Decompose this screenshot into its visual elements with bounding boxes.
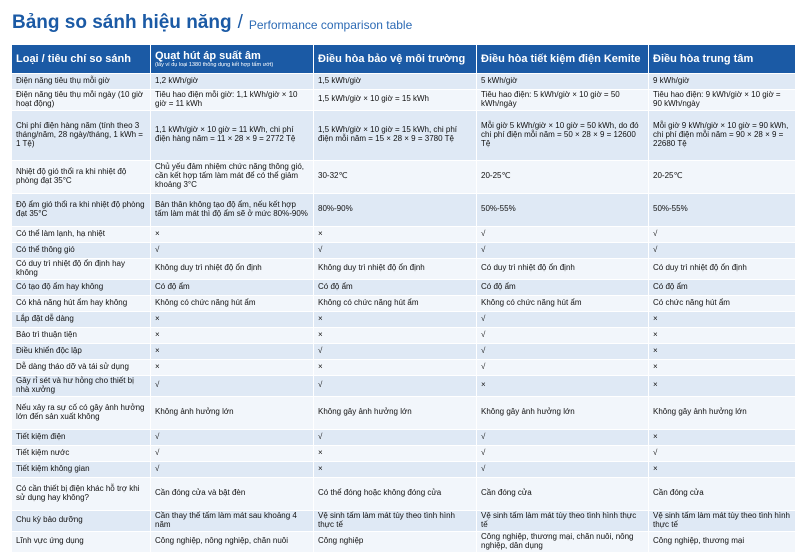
table-cell: √ [477,445,649,461]
table-cell: × [649,327,796,343]
table-cell: Vệ sinh tấm làm mát tùy theo tình hình thực tế [314,510,477,531]
table-row [12,242,796,258]
criteria-cell: Lĩnh vực ứng dụng [12,531,151,552]
table-cell: Không gây ảnh hưởng lớn [314,396,477,429]
table-cell: √ [151,375,314,396]
table-row [12,359,796,375]
table-cell: √ [477,311,649,327]
table-row [12,327,796,343]
table-cell: √ [477,343,649,359]
table-cell: 1,5 kWh/giờ × 10 giờ = 15 kWh, chi phí điện mỗi năm = 15 × 28 × 9 = 3780 Tệ [314,110,477,160]
criteria-cell: Tiết kiệm không gian [12,461,151,477]
table-cell: × [649,375,796,396]
table-row [12,531,796,552]
table-cell: × [649,359,796,375]
table-cell: √ [151,461,314,477]
criteria-cell: Có cần thiết bị điện khác hỗ trợ khi sử dụng hay không? [12,477,151,510]
table-cell: × [477,375,649,396]
table-cell: √ [151,429,314,445]
table-cell: 30-32℃ [314,160,477,193]
page-title [0,0,800,34]
table-cell: √ [314,242,477,258]
table-cell: 5 kWh/giờ [477,74,649,90]
table-cell: Vệ sinh tấm làm mát tùy theo tình hình thực tế [649,510,796,531]
table-cell: √ [314,429,477,445]
table-cell: Có duy trì nhiệt độ ổn định [477,258,649,279]
table-cell: × [649,429,796,445]
table-row [12,74,796,90]
table-cell: Tiêu hao điện: 9 kWh/giờ × 10 giờ = 90 kWh/ngày [649,90,796,111]
table-cell: Cần đóng cửa [649,477,796,510]
table-cell: 9 kWh/giờ [649,74,796,90]
criteria-cell: Dễ dàng tháo dỡ và tái sử dụng [12,359,151,375]
table-row [12,343,796,359]
table-cell: √ [314,343,477,359]
criteria-cell: Điện năng tiêu thụ mỗi ngày (10 giờ hoạt động) [12,90,151,111]
table-cell: × [314,226,477,242]
table-row [12,226,796,242]
criteria-cell: Tiết kiệm nước [12,445,151,461]
table-cell: Có độ ẩm [649,279,796,295]
table-cell: Không duy trì nhiệt độ ổn định [314,258,477,279]
table-cell: Chủ yếu đảm nhiệm chức năng thông gió, cần kết hợp tấm làm mát để có thể giảm khoảng 3°C [151,160,314,193]
table-cell: 1,5 kWh/giờ × 10 giờ = 15 kWh [314,90,477,111]
table-cell: Công nghiệp, thương mại [649,531,796,552]
comparison-table [11,44,796,553]
table-cell: × [314,445,477,461]
table-row [12,396,796,429]
criteria-cell: Độ ẩm gió thổi ra khi nhiệt độ phòng đạt 35°C [12,193,151,226]
table-row [12,258,796,279]
table-row [12,477,796,510]
title-separator: / [237,12,243,33]
table-cell: 50%-55% [649,193,796,226]
table-cell: √ [477,429,649,445]
table-cell: Cần thay thế tấm làm mát sau khoảng 4 năm [151,510,314,531]
table-cell: Có chức năng hút ẩm [649,295,796,311]
table-row [12,193,796,226]
table-cell: Bản thân không tạo độ ẩm, nếu kết hợp tấm làm mát thì độ ẩm sẽ ở mức 80%-90% [151,193,314,226]
table-cell: √ [477,226,649,242]
header-central-ac: Điều hòa trung tâm [649,45,796,74]
criteria-cell: Có thể thông gió [12,242,151,258]
table-cell: Không có chức năng hút ẩm [314,295,477,311]
table-cell: Tiêu hao điện mỗi giờ: 1,1 kWh/giờ × 10 giờ = 11 kWh [151,90,314,111]
table-cell: × [151,343,314,359]
table-cell: Có thể đóng hoặc không đóng cửa [314,477,477,510]
table-row [12,510,796,531]
header-negative-pressure-fan: Quạt hút áp suất âm (lấy ví dụ loại 1380 thông dụng kết hợp tấm ướt) [151,45,314,74]
header-eco-ac: Điều hòa bảo vệ môi trường [314,45,477,74]
table-row [12,429,796,445]
table-cell: Mỗi giờ 9 kWh/giờ × 10 giờ = 90 kWh, chi phí điện mỗi năm = 90 × 28 × 9 = 22680 Tệ [649,110,796,160]
criteria-cell: Chi phí điện hàng năm (tính theo 3 tháng/năm, 28 ngày/tháng, 1 kWh = 1 Tệ) [12,110,151,160]
table-cell: Không gây ảnh hưởng lớn [477,396,649,429]
table-cell: √ [649,226,796,242]
table-cell: √ [477,359,649,375]
header-fan-note: (lấy ví dụ loại 1380 thông dụng kết hợp tấm ướt) [155,62,274,69]
table-cell: Công nghiệp, thương mại, chăn nuôi, nông nghiệp, dân dụng [477,531,649,552]
criteria-cell: Có khả năng hút ẩm hay không [12,295,151,311]
table-cell: Không có chức năng hút ẩm [151,295,314,311]
criteria-cell: Gây rỉ sét và hư hỏng cho thiết bị nhà xưởng [12,375,151,396]
title-vietnamese: Bảng so sánh hiệu năng [12,12,232,33]
table-cell: × [151,359,314,375]
table-cell: √ [477,242,649,258]
header-kemite-ac: Điều hòa tiết kiệm điện Kemite [477,45,649,74]
table-cell: √ [151,445,314,461]
table-row [12,375,796,396]
table-cell: Công nghiệp, nông nghiệp, chăn nuôi [151,531,314,552]
criteria-cell: Lắp đặt dễ dàng [12,311,151,327]
table-row [12,90,796,111]
criteria-cell: Bảo trì thuận tiện [12,327,151,343]
table-cell: Không có chức năng hút ẩm [477,295,649,311]
table-cell: × [314,327,477,343]
table-cell: Vệ sinh tấm làm mát tùy theo tình hình thực tế [477,510,649,531]
table-row [12,445,796,461]
table-cell: √ [477,327,649,343]
table-row [12,311,796,327]
table-cell: × [649,311,796,327]
table-row [12,461,796,477]
table-cell: × [314,359,477,375]
table-cell: √ [477,461,649,477]
table-cell: Có độ ẩm [477,279,649,295]
criteria-cell: Điện năng tiêu thụ mỗi giờ [12,74,151,90]
table-row [12,279,796,295]
table-cell: √ [649,445,796,461]
title-english: Performance comparison table [248,18,413,32]
table-cell: 50%-55% [477,193,649,226]
table-cell: Không duy trì nhiệt độ ổn định [151,258,314,279]
criteria-cell: Nếu xảy ra sự cố có gây ảnh hưởng lớn đến sản xuất không [12,396,151,429]
criteria-cell: Nhiệt độ gió thổi ra khi nhiệt độ phòng đạt 35°C [12,160,151,193]
table-cell: × [314,311,477,327]
table-cell: 1,1 kWh/giờ × 10 giờ = 11 kWh, chi phí điện hàng năm = 11 × 28 × 9 = 2772 Tệ [151,110,314,160]
table-cell: 20-25℃ [477,160,649,193]
table-row [12,160,796,193]
header-criteria: Loại / tiêu chí so sánh [12,45,151,74]
criteria-cell: Tiết kiệm điện [12,429,151,445]
table-cell: Có độ ẩm [314,279,477,295]
table-cell: Không ảnh hưởng lớn [151,396,314,429]
table-row [12,110,796,160]
table-cell: 1,5 kWh/giờ [314,74,477,90]
criteria-cell: Có duy trì nhiệt độ ổn định hay không [12,258,151,279]
table-cell: Mỗi giờ 5 kWh/giờ × 10 giờ = 50 kWh, do đó chi phí điện mỗi năm = 50 × 28 × 9 = 12600 Tệ [477,110,649,160]
table-cell: √ [649,242,796,258]
criteria-cell: Có tạo độ ẩm hay không [12,279,151,295]
table-cell: × [151,327,314,343]
table-cell: × [151,311,314,327]
table-cell: Cần đóng cửa [477,477,649,510]
criteria-cell: Điều khiển độc lập [12,343,151,359]
table-cell: 1,2 kWh/giờ [151,74,314,90]
criteria-cell: Có thể làm lạnh, hạ nhiệt [12,226,151,242]
table-cell: Có duy trì nhiệt độ ổn định [649,258,796,279]
table-cell: Cần đóng cửa và bật đèn [151,477,314,510]
table-cell: Công nghiệp [314,531,477,552]
table-cell: × [314,461,477,477]
table-cell: √ [314,375,477,396]
table-cell: √ [151,242,314,258]
table-cell: × [649,461,796,477]
table-cell: × [151,226,314,242]
criteria-cell: Chu kỳ bảo dưỡng [12,510,151,531]
header-row [12,45,796,74]
table-cell: Có độ ẩm [151,279,314,295]
table-cell: 80%-90% [314,193,477,226]
table-cell: × [649,343,796,359]
table-cell: Không gây ảnh hưởng lớn [649,396,796,429]
table-cell: 20-25℃ [649,160,796,193]
table-cell: Tiêu hao điện: 5 kWh/giờ × 10 giờ = 50 kWh/ngày [477,90,649,111]
table-row [12,295,796,311]
